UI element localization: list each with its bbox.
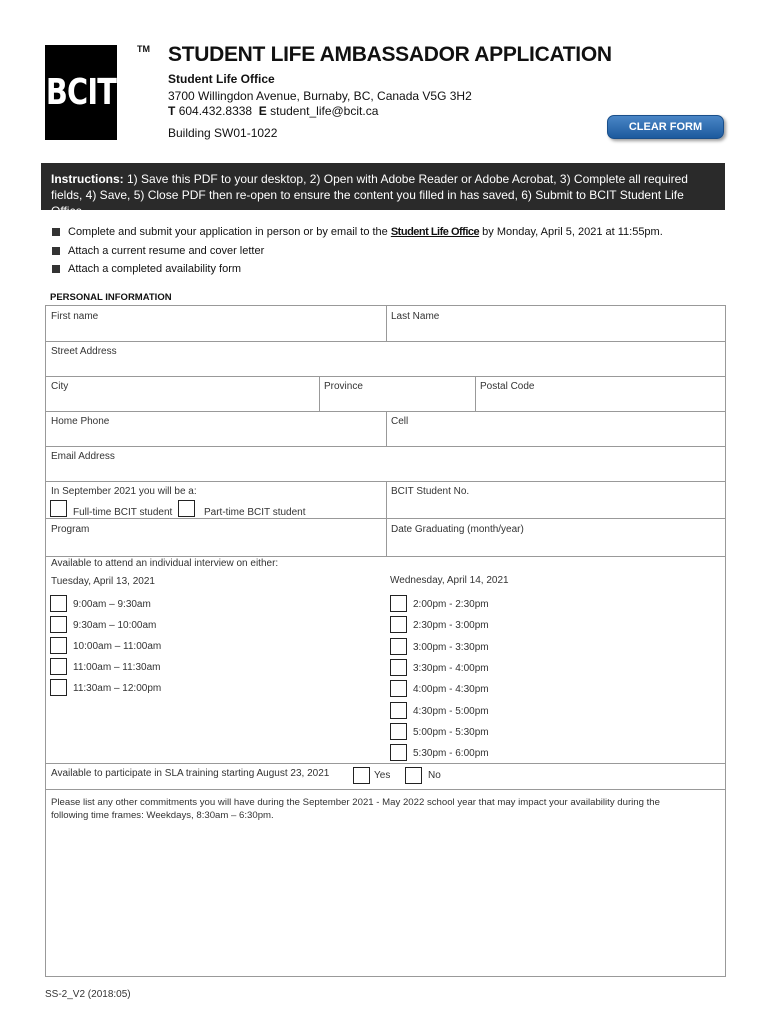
fulltime-checkbox[interactable]: [50, 500, 67, 517]
day2-label: Wednesday, April 14, 2021: [390, 575, 509, 586]
september-status-label: In September 2021 you will be a:: [51, 486, 197, 497]
training-yes-label: Yes: [374, 770, 391, 781]
list-item: Complete and submit your application in person or by email to the Student Life Office by Monday, April 5, 2021 at 11:55pm.: [52, 223, 663, 242]
city-label: City: [51, 381, 69, 392]
training-no-checkbox[interactable]: [405, 767, 422, 784]
interview-label: Available to attend an individual interview on either:: [51, 558, 279, 569]
slot-checkbox[interactable]: [390, 702, 407, 719]
bcit-logo: BCIT: [45, 45, 117, 140]
last-name-field[interactable]: [389, 320, 723, 338]
form-code: SS-2_V2 (2018:05): [45, 989, 131, 1000]
slot-checkbox[interactable]: [50, 616, 67, 633]
office-building: Building SW01-1022: [168, 126, 278, 140]
slot-label: 9:00am – 9:30am: [73, 599, 151, 610]
trademark: TM: [137, 44, 150, 54]
first-name-field[interactable]: [48, 320, 382, 338]
slot-checkbox[interactable]: [390, 680, 407, 697]
office-address: 3700 Willingdon Avenue, Burnaby, BC, Canada V5G 3H2: [168, 89, 472, 103]
street-address-label: Street Address: [51, 346, 117, 357]
slot-label: 11:00am – 11:30am: [73, 662, 161, 673]
province-label: Province: [324, 381, 363, 392]
cell-field[interactable]: [389, 425, 723, 443]
student-life-office-link[interactable]: Student Life Office: [390, 226, 480, 238]
slot-checkbox[interactable]: [390, 638, 407, 655]
student-number-field[interactable]: [389, 496, 723, 514]
street-address-field[interactable]: [48, 355, 722, 373]
graduating-label: Date Graduating (month/year): [391, 524, 524, 535]
slot-checkbox[interactable]: [50, 658, 67, 675]
email-label: Email Address: [51, 451, 115, 462]
slot-label: 2:00pm - 2:30pm: [413, 599, 489, 610]
list-item: Attach a current resume and cover letter: [52, 242, 663, 261]
slot-label: 5:00pm - 5:30pm: [413, 727, 489, 738]
section-heading: PERSONAL INFORMATION: [50, 292, 172, 303]
fulltime-label: Full-time BCIT student: [73, 507, 173, 518]
slot-checkbox[interactable]: [390, 616, 407, 633]
slot-label: 3:00pm - 3:30pm: [413, 642, 489, 653]
training-yes-checkbox[interactable]: [353, 767, 370, 784]
day1-label: Tuesday, April 13, 2021: [51, 576, 155, 587]
slot-label: 5:30pm - 6:00pm: [413, 748, 489, 759]
slot-label: 2:30pm - 3:00pm: [413, 620, 489, 631]
slot-label: 9:30am – 10:00am: [73, 620, 157, 631]
home-phone-field[interactable]: [48, 425, 382, 443]
slot-checkbox[interactable]: [50, 679, 67, 696]
graduating-date-field[interactable]: [389, 535, 723, 553]
postal-code-field[interactable]: [478, 390, 722, 408]
page-title: STUDENT LIFE AMBASSADOR APPLICATION: [168, 43, 612, 66]
parttime-checkbox[interactable]: [178, 500, 195, 517]
program-label: Program: [51, 524, 90, 535]
office-contact: T 604.432.8338 E student_life@bcit.ca: [168, 104, 379, 118]
slot-checkbox[interactable]: [50, 595, 67, 612]
student-number-label: BCIT Student No.: [391, 486, 470, 497]
requirements-list: [52, 223, 663, 279]
slot-checkbox[interactable]: [50, 637, 67, 654]
slot-checkbox[interactable]: [390, 744, 407, 761]
commitments-field[interactable]: [48, 824, 722, 972]
clear-form-button[interactable]: CLEAR FORM: [607, 115, 724, 139]
commitments-label: Please list any other commitments you will have during the September 2021 - May 2022 school year that may impact your availability during the following time frames: Weekdays, 8:30am – 6:30pm.: [51, 797, 660, 821]
training-no-label: No: [428, 770, 441, 781]
last-name-label: Last Name: [391, 311, 440, 322]
instructions-banner: Instructions: 1) Save this PDF to your desktop, 2) Open with Adobe Reader or Adobe Acrobat, 3) Complete all required fields, 4) Save, 5) Close PDF then re-open to ensure the content you filled in has saved, 6) Submit to BCIT Student Life Office.: [41, 163, 725, 210]
office-name: Student Life Office: [168, 72, 275, 86]
slot-checkbox[interactable]: [390, 595, 407, 612]
slot-label: 11:30am – 12:00pm: [73, 683, 162, 694]
province-field[interactable]: [322, 390, 472, 408]
slot-label: 10:00am – 11:00am: [73, 641, 162, 652]
postal-code-label: Postal Code: [480, 381, 535, 392]
training-label: Available to participate in SLA training starting August 23, 2021: [51, 768, 330, 779]
first-name-label: First name: [51, 311, 99, 322]
slot-label: 3:30pm - 4:00pm: [413, 663, 489, 674]
slot-checkbox[interactable]: [390, 659, 407, 676]
list-item: Attach a completed availability form: [52, 260, 663, 279]
cell-label: Cell: [391, 416, 409, 427]
slot-checkbox[interactable]: [390, 723, 407, 740]
city-field[interactable]: [48, 390, 316, 408]
slot-label: 4:30pm - 5:00pm: [413, 706, 489, 717]
application-form: [45, 305, 726, 977]
parttime-label: Part-time BCIT student: [204, 507, 306, 518]
slot-label: 4:00pm - 4:30pm: [413, 684, 489, 695]
email-field[interactable]: [48, 460, 722, 478]
program-field[interactable]: [48, 535, 382, 553]
home-phone-label: Home Phone: [51, 416, 110, 427]
